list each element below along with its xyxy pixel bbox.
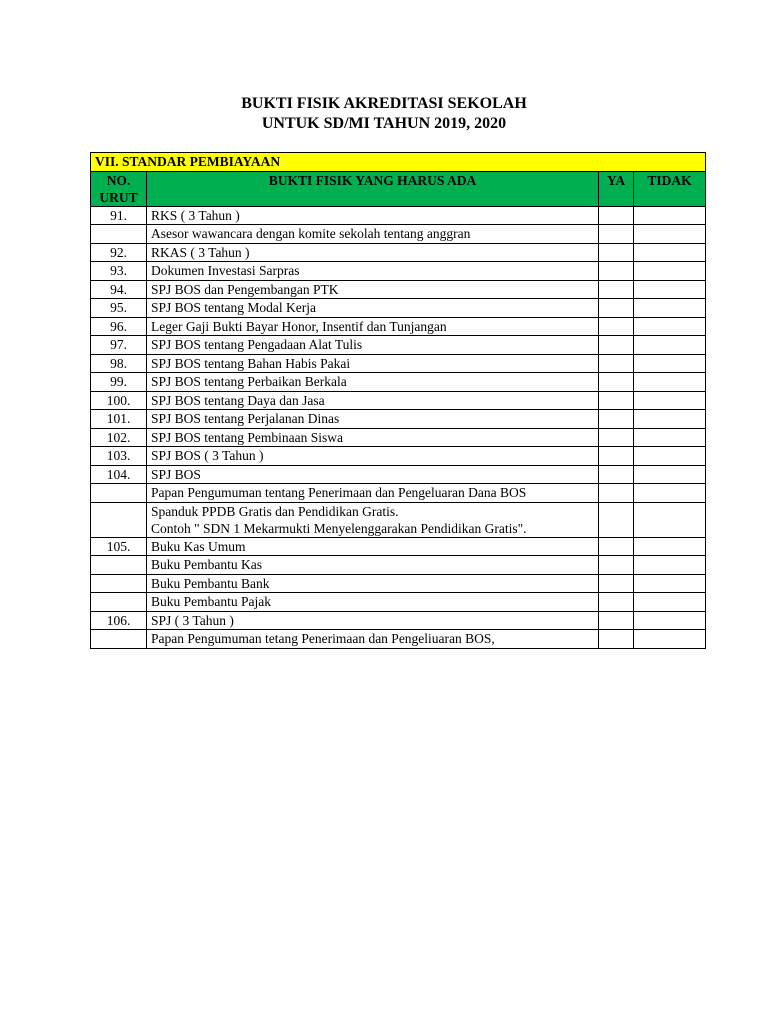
header-bukti-fisik: BUKTI FISIK YANG HARUS ADA	[147, 171, 599, 206]
row-description	[147, 299, 599, 318]
row-description-line: SPJ BOS tentang Pembinaan Siswa	[151, 429, 344, 445]
table-row	[91, 391, 706, 410]
row-description-line: Dokumen Investasi Sarpras	[151, 263, 300, 278]
table-row	[91, 354, 706, 373]
header-ya: YA	[599, 171, 634, 206]
row-description-line: Spanduk PPDB Gratis dan Pendidikan Gratis.	[151, 503, 399, 519]
row-description	[147, 465, 599, 484]
tidak-checkbox-cell[interactable]	[634, 280, 706, 299]
tidak-checkbox-cell[interactable]	[634, 391, 706, 410]
row-description	[147, 484, 599, 503]
row-number: 103.	[91, 447, 147, 466]
table-row	[91, 502, 706, 537]
header-row	[91, 171, 706, 206]
ya-checkbox-cell[interactable]	[599, 465, 634, 484]
row-number: 91.	[91, 206, 147, 225]
tidak-checkbox-cell[interactable]	[634, 262, 706, 281]
tidak-checkbox-cell[interactable]	[634, 317, 706, 336]
row-number	[91, 593, 147, 612]
row-description-line: SPJ ( 3 Tahun )	[151, 612, 234, 628]
header-no-line1: NO.	[106, 172, 131, 188]
header-tidak: TIDAK	[634, 171, 706, 206]
table-row	[91, 630, 706, 649]
tidak-checkbox-cell[interactable]	[634, 373, 706, 392]
row-description	[147, 206, 599, 225]
row-description-line: Leger Gaji Bukti Bayar Honor, Insentif dan Tunjangan	[151, 318, 447, 334]
section-row	[91, 153, 706, 172]
row-description	[147, 391, 599, 410]
ya-checkbox-cell[interactable]	[599, 502, 634, 537]
tidak-checkbox-cell[interactable]	[634, 447, 706, 466]
ya-checkbox-cell[interactable]	[599, 373, 634, 392]
row-number: 93.	[91, 262, 147, 281]
tidak-checkbox-cell[interactable]	[634, 299, 706, 318]
tidak-checkbox-cell[interactable]	[634, 502, 706, 537]
ya-checkbox-cell[interactable]	[599, 410, 634, 429]
section-label: VII. STANDAR PEMBIAYAAN	[91, 153, 706, 172]
row-description	[147, 593, 599, 612]
table-row	[91, 336, 706, 355]
row-description	[147, 630, 599, 649]
row-number: 95.	[91, 299, 147, 318]
row-number	[91, 574, 147, 593]
ya-checkbox-cell[interactable]	[599, 556, 634, 575]
table-row	[91, 611, 706, 630]
row-number	[91, 556, 147, 575]
row-number: 106.	[91, 611, 147, 630]
row-description	[147, 280, 599, 299]
row-description	[147, 354, 599, 373]
tidak-checkbox-cell[interactable]	[634, 537, 706, 556]
table-row	[91, 484, 706, 503]
table-row	[91, 428, 706, 447]
table-row	[91, 317, 706, 336]
row-description-line: SPJ BOS tentang Daya dan Jasa	[151, 392, 325, 408]
ya-checkbox-cell[interactable]	[599, 280, 634, 299]
tidak-checkbox-cell[interactable]	[634, 484, 706, 503]
row-number: 102.	[91, 428, 147, 447]
tidak-checkbox-cell[interactable]	[634, 410, 706, 429]
row-description-line: RKS ( 3 Tahun )	[151, 207, 240, 223]
ya-checkbox-cell[interactable]	[599, 447, 634, 466]
document-title	[0, 94, 768, 134]
row-description-line: SPJ BOS tentang Pengadaan Alat Tulis	[151, 337, 363, 352]
row-number: 105.	[91, 537, 147, 556]
row-number	[91, 484, 147, 503]
table-row	[91, 262, 706, 281]
row-description	[147, 225, 599, 244]
ya-checkbox-cell[interactable]	[599, 317, 634, 336]
tidak-checkbox-cell[interactable]	[634, 556, 706, 575]
tidak-checkbox-cell[interactable]	[634, 354, 706, 373]
row-description	[147, 611, 599, 630]
row-description-line: Buku Pembantu Kas	[151, 557, 262, 572]
row-number: 92.	[91, 243, 147, 262]
ya-checkbox-cell[interactable]	[599, 593, 634, 612]
row-description	[147, 373, 599, 392]
row-description	[147, 410, 599, 429]
title-line-1: BUKTI FISIK AKREDITASI SEKOLAH	[241, 95, 527, 112]
row-description	[147, 556, 599, 575]
row-description	[147, 336, 599, 355]
row-description-line: Contoh " SDN 1 Mekarmukti Menyelenggarakan Pendidikan Gratis".	[151, 520, 527, 536]
tidak-checkbox-cell[interactable]	[634, 428, 706, 447]
row-description-line: Papan Pengumuman tentang Penerimaan dan Pengeluaran Dana BOS	[151, 485, 527, 500]
table-row	[91, 574, 706, 593]
checklist-table	[90, 152, 706, 649]
header-no-line2: URUT	[99, 189, 138, 205]
ya-checkbox-cell[interactable]	[599, 225, 634, 244]
ya-checkbox-cell[interactable]	[599, 262, 634, 281]
table-row	[91, 447, 706, 466]
ya-checkbox-cell[interactable]	[599, 391, 634, 410]
row-number	[91, 502, 147, 537]
row-description	[147, 537, 599, 556]
row-description	[147, 243, 599, 262]
table-row	[91, 593, 706, 612]
table-row	[91, 465, 706, 484]
row-number: 98.	[91, 354, 147, 373]
row-description-line: SPJ BOS tentang Perbaikan Berkala	[151, 374, 347, 389]
row-number	[91, 630, 147, 649]
table-row	[91, 299, 706, 318]
tidak-checkbox-cell[interactable]	[634, 465, 706, 484]
row-description-line: Buku Kas Umum	[151, 538, 246, 554]
row-number: 101.	[91, 410, 147, 429]
tidak-checkbox-cell[interactable]	[634, 593, 706, 612]
row-description-line: Asesor wawancara dengan komite sekolah tentang anggran	[151, 226, 471, 241]
row-description-line: SPJ BOS dan Pengembangan PTK	[151, 281, 339, 297]
row-number	[91, 225, 147, 244]
title-line-2: UNTUK SD/MI TAHUN 2019, 2020	[261, 115, 507, 132]
tidak-checkbox-cell[interactable]	[634, 243, 706, 262]
ya-checkbox-cell[interactable]	[599, 574, 634, 593]
row-description-line: Papan Pengumuman tetang Penerimaan dan Pengeliuaran BOS,	[151, 631, 495, 646]
ya-checkbox-cell[interactable]	[599, 537, 634, 556]
row-number: 94.	[91, 280, 147, 299]
table-row	[91, 243, 706, 262]
tidak-checkbox-cell[interactable]	[634, 225, 706, 244]
table-row	[91, 225, 706, 244]
row-description	[147, 428, 599, 447]
table-row	[91, 373, 706, 392]
row-description-line: SPJ BOS tentang Bahan Habis Pakai	[151, 355, 351, 371]
table-row	[91, 280, 706, 299]
tidak-checkbox-cell[interactable]	[634, 574, 706, 593]
ya-checkbox-cell[interactable]	[599, 484, 634, 503]
row-number: 96.	[91, 317, 147, 336]
row-description-line: Buku Pembantu Pajak	[151, 594, 271, 609]
row-description-line: SPJ BOS ( 3 Tahun )	[151, 448, 264, 463]
row-description-line: SPJ BOS tentang Perjalanan Dinas	[151, 411, 340, 426]
tidak-checkbox-cell[interactable]	[634, 630, 706, 649]
ya-checkbox-cell[interactable]	[599, 428, 634, 447]
tidak-checkbox-cell[interactable]	[634, 206, 706, 225]
row-description	[147, 447, 599, 466]
row-description	[147, 317, 599, 336]
row-description	[147, 574, 599, 593]
table-row	[91, 410, 706, 429]
row-description	[147, 262, 599, 281]
row-description-line: Buku Pembantu Bank	[151, 575, 270, 591]
row-number: 99.	[91, 373, 147, 392]
header-no-urut	[91, 171, 147, 206]
ya-checkbox-cell[interactable]	[599, 243, 634, 262]
row-description-line: SPJ BOS tentang Modal Kerja	[151, 300, 316, 315]
ya-checkbox-cell[interactable]	[599, 611, 634, 630]
row-description-line: SPJ BOS	[151, 466, 201, 482]
row-number: 97.	[91, 336, 147, 355]
row-description-line: RKAS ( 3 Tahun )	[151, 244, 250, 260]
ya-checkbox-cell[interactable]	[599, 336, 634, 355]
table-row	[91, 556, 706, 575]
ya-checkbox-cell[interactable]	[599, 206, 634, 225]
ya-checkbox-cell[interactable]	[599, 354, 634, 373]
ya-checkbox-cell[interactable]	[599, 299, 634, 318]
row-description	[147, 502, 599, 537]
tidak-checkbox-cell[interactable]	[634, 611, 706, 630]
row-number: 100.	[91, 391, 147, 410]
ya-checkbox-cell[interactable]	[599, 630, 634, 649]
tidak-checkbox-cell[interactable]	[634, 336, 706, 355]
row-number: 104.	[91, 465, 147, 484]
table-row	[91, 537, 706, 556]
table-row	[91, 206, 706, 225]
